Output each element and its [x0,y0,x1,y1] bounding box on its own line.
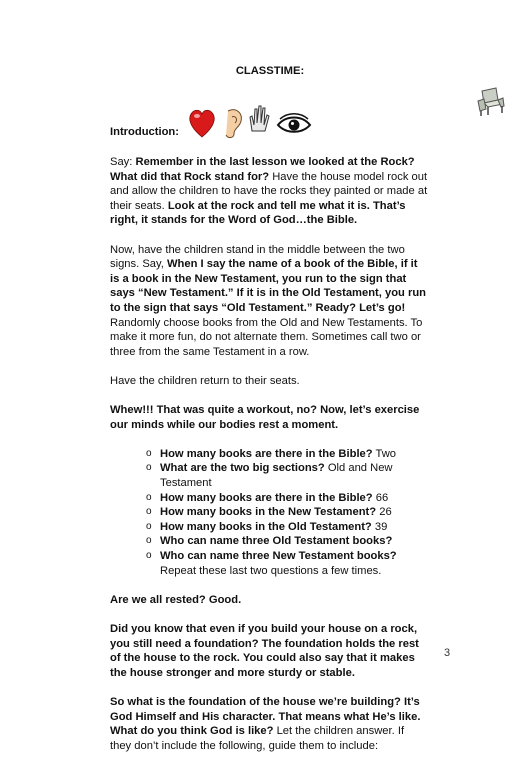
lesson-body [110,155,428,768]
list-item: o What are the two big sections? Old and New Testament [146,461,428,490]
question-list [110,447,428,578]
page-number: 3 [444,647,451,659]
introduction-label: Introduction: [110,126,179,138]
paragraph-testament-game: Now, have the children stand in the middle between the two signs. Say, When I say the name of a book of the Bible, if it is a book in the New Testament, you run to the sign that says “New Testament.” If it is in the Old Testament, you run to the sign that says “Old Testament.” Ready? Let’s go! Randomly choose books from the Old and New Testaments. To make it more fun, do not alternate them. Sometimes call two or three from the same Testament in a row. [110,243,427,358]
paragraph-gods-character: So what is the foundation of the house we’re building? It’s God Himself and His character. That means what He’s like. What do you think God is like? Let the children answer. If they don’t include the following, guide them to include: [110,695,421,752]
list-item: o How many books are there in the Bible? Two [146,447,428,462]
paragraph-rested: Are we all rested? Good. [110,593,242,606]
page-heading: CLASSTIME: [235,65,305,77]
paragraph-foundation: Did you know that even if you build your house on a rock, you still need a foundation? The foundation holds the rest of the house to the rock. You could also say that it makes the house stronger and more sturdy or stable. [110,623,419,679]
list-item: o How many books are there in the Bible? 66 [146,491,428,506]
paragraph-return-seats: Have the children return to their seats. [110,374,300,387]
list-item: o Who can name three Old Testament books? [146,534,428,549]
five-senses-icons [188,101,318,141]
list-item: o How many books in the New Testament? 26 [146,505,428,520]
hand-icon [250,106,269,131]
chair-icon [474,85,506,117]
paragraph-rock-review: Say: Remember in the last lesson we looked at the Rock? What did that Rock stand for? Have the house model rock out and allow the children to have the rocks they painted or made at their seats. Look at the rock and tell me what it is. That’s right, it stands for the Word of God…the Bible. [110,156,428,227]
heart-icon [190,110,214,137]
eye-icon [278,114,310,132]
list-item: o Who can name three New Testament books? Repeat these last two questions a few times. [146,549,428,578]
ear-icon [226,110,241,138]
list-item: o How many books in the Old Testament? 39 [146,520,428,535]
paragraph-workout: Whew!!! That was quite a workout, no? Now, let’s exercise our minds while our bodies rest a moment. [110,404,420,431]
